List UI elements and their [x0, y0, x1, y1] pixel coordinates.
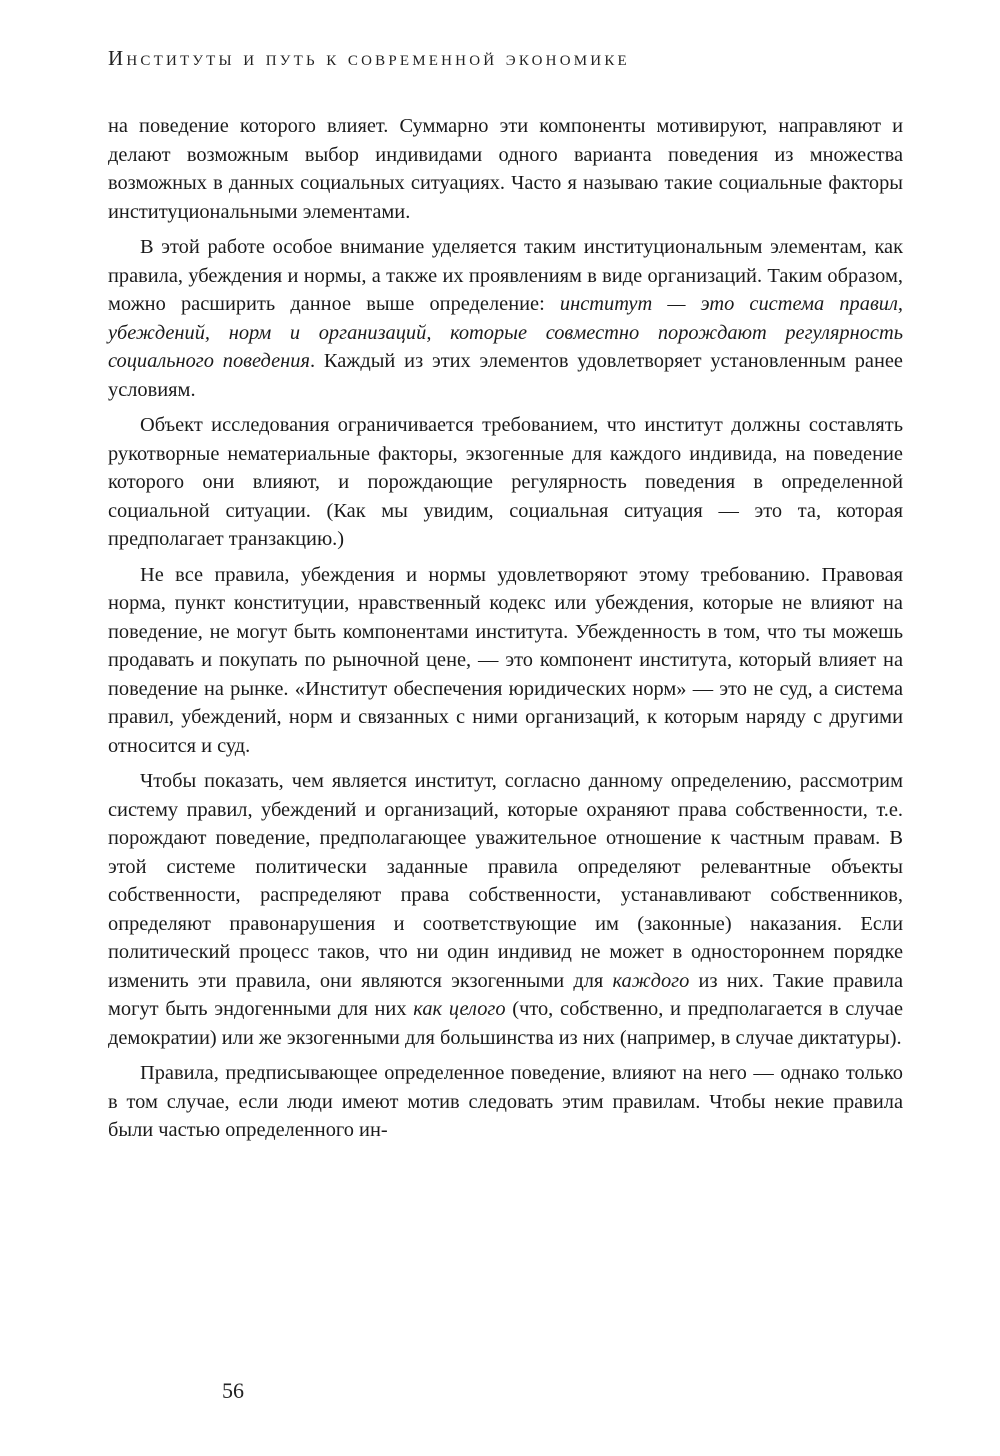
paragraph-5-part-a: Чтобы показать, чем является институт, согласно данному определению, рассмотрим систему правил, убеждений и организаций, которые охраняют права собственности, т.е. порождают поведение, предполагающее уважительное отношение к частным правам. В этой системе политически заданные правила определяют релевантные объекты собственности, распределяют права собственности, устанавливают собственников, определяют правонарушения и соответствующие им (законные) наказания. Если политический процесс таков, что ни один индивид не может в одностороннем порядке изменить эти правила, они являются экзогенными для — [108, 770, 903, 992]
running-head: Институты и путь к современной экономике — [108, 46, 630, 70]
page-number: 56 — [222, 1378, 244, 1403]
emphasis-as-whole: как целого — [413, 998, 506, 1020]
paragraph-2-lead: В этой работе особое внимание уделяется таким институциональным элементам, как правила, убеждения и нормы, а также их проявлениям в виде организаций. Таким образом, можно расширить данное выше определение: — [108, 236, 903, 315]
paragraph-2 — [108, 233, 903, 404]
paragraph-5-part-c: (что, собственно, и предполагается в случае демократии) или же экзогенными для большинства из них (например, в случае диктатуры). — [108, 998, 903, 1049]
paragraph-4: Не все правила, убеждения и нормы удовлетворяют этому требованию. Правовая норма, пункт конституции, нравственный кодекс или убеждения, которые не влияют на поведение, не могут быть компонентами института. Убежденность в том, что ты можешь продавать и покупать по рыночной цене, — это компонент института, который влияет на поведение на рынке. «Институт обеспечения юридических норм» — это не суд, а система правил, убеждений, норм и связанных с ними организаций, к которым наряду с другими относится и суд. — [108, 563, 903, 757]
paragraph-2-tail: . Каждый из этих элементов удовлетворяет установленным ранее условиям. — [108, 350, 903, 401]
paragraph-3: Объект исследования ограничивается требованием, что институт должны составлять рукотворные нематериальные факторы, экзогенные для каждого индивида, на поведение которого они влияют, и порождающие регулярность поведения в определенной социальной ситуации. (Как мы увидим, социальная ситуация — это та, которая предполагает транзакцию.) — [108, 414, 903, 550]
body-text — [108, 112, 903, 1145]
institution-definition: институт — это система правил, убеждений, норм и организаций, которые совместно порождают регулярность социального поведения — [108, 293, 903, 372]
paragraph-1: на поведение которого влияет. Суммарно эти компоненты мотивируют, направляют и делают возможным выбор индивидами одного варианта поведения из множества возможных в данных социальных ситуациях. Часто я называю такие социальные факторы институциональными элементами. — [108, 115, 903, 223]
emphasis-each: каждого — [612, 969, 690, 992]
paragraph-5-part-b: из них. Такие правила могут быть эндогенными для них — [108, 969, 904, 1020]
paragraph-6: Правила, предписывающее определенное поведение, влияют на него — однако только в том случае, если люди имеют мотив следовать этим правилам. Чтобы некие правила были частью определенного ин- — [108, 1062, 903, 1141]
paragraph-5 — [108, 767, 903, 1052]
